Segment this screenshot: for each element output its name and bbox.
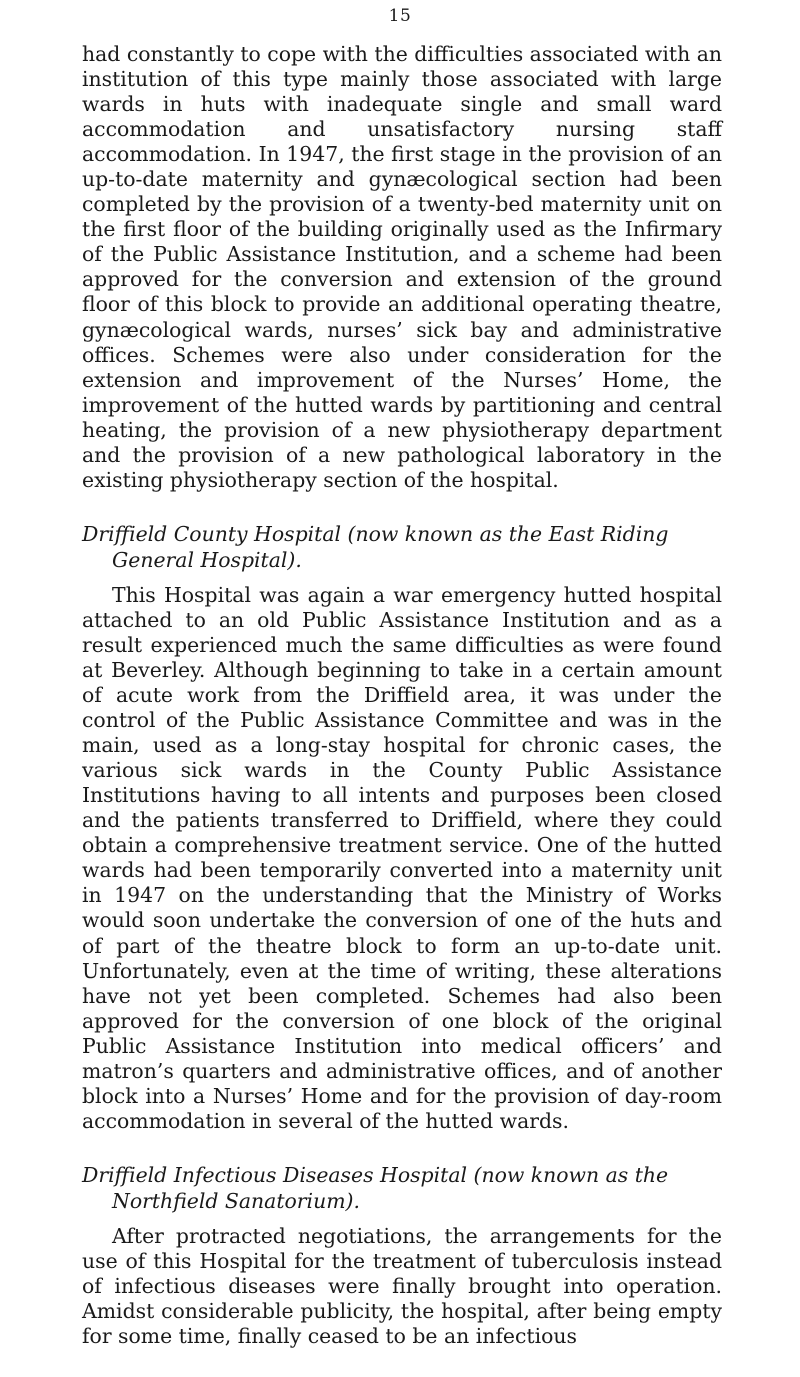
section-heading-driffield-infectious-diseases-hospital: Driffield Infectious Diseases Hospital (now known as the Northfield Sanatorium). [82,1162,669,1213]
document-body [82,42,722,1349]
page-number: 15 [388,6,412,26]
paragraph-driffield-county-hospital: This Hospital was again a war emergency hutted hospital attached to an old Public Assistance Institution and as a result experienced much the same difficulties as were found at Beverley. Although beginning to take in a certain amount of acute work from the Driffield area, it was under the control of the Public Assistance Committee and was in the main, used as a long-stay hospital for chronic cases, the various sick wards in the County Public Assistance Institutions having to all intents and purposes been closed and the patients transferred to Driffield, where they could obtain a comprehensive treatment service. One of the hutted wards had been temporarily converted into a maternity unit in 1947 on the understanding that the Ministry of Works would soon undertake the conversion of one of the huts and of part of the theatre block to form an up-to-date unit. Unfortunately, even at the time of writing, these alterations have not yet been completed. Schemes had also been approved for the conversion of one block of the original Public Assistance Institution into medical officers’ and matron’s quarters and administrative offices, and of another block into a Nurses’ Home and for the provision of day-room accommodation in several of the hutted wards. [82,582,722,1133]
section-heading-driffield-county-hospital: Driffield County Hospital (now known as the East Riding General Hospital). [82,521,669,572]
paragraph-driffield-infectious-diseases-hospital: After protracted negotiations, the arrangements for the use of this Hospital for the treatment of tuberculosis instead of infectious diseases were finally brought into operation. Amidst considerable publicity, the hospital, after being empty for some time, finally ceased to be an infectious [82,1223,722,1349]
paragraph-continuation: had constantly to cope with the difficulties associated with an institution of this type mainly those associated with large wards in huts with inadequate single and small ward accommodation and unsatisfactory nursing staff accommodation. In 1947, the first stage in the provision of an up-to-date maternity and gynæcological section had been completed by the provision of a twenty-bed maternity unit on the first floor of the building originally used as the Infirmary of the Public Assistance Institution, and a scheme had been approved for the conversion and extension of the ground floor of this block to provide an additional operating theatre, gynæcological wards, nurses’ sick bay and administrative offices. Schemes were also under consideration for the extension and improvement of the Nurses’ Home, the improvement of the hutted wards by partitioning and central heating, the provision of a new physiotherapy department and the provision of a new pathological laboratory in the existing physiotherapy section of the hospital. [82,42,722,492]
